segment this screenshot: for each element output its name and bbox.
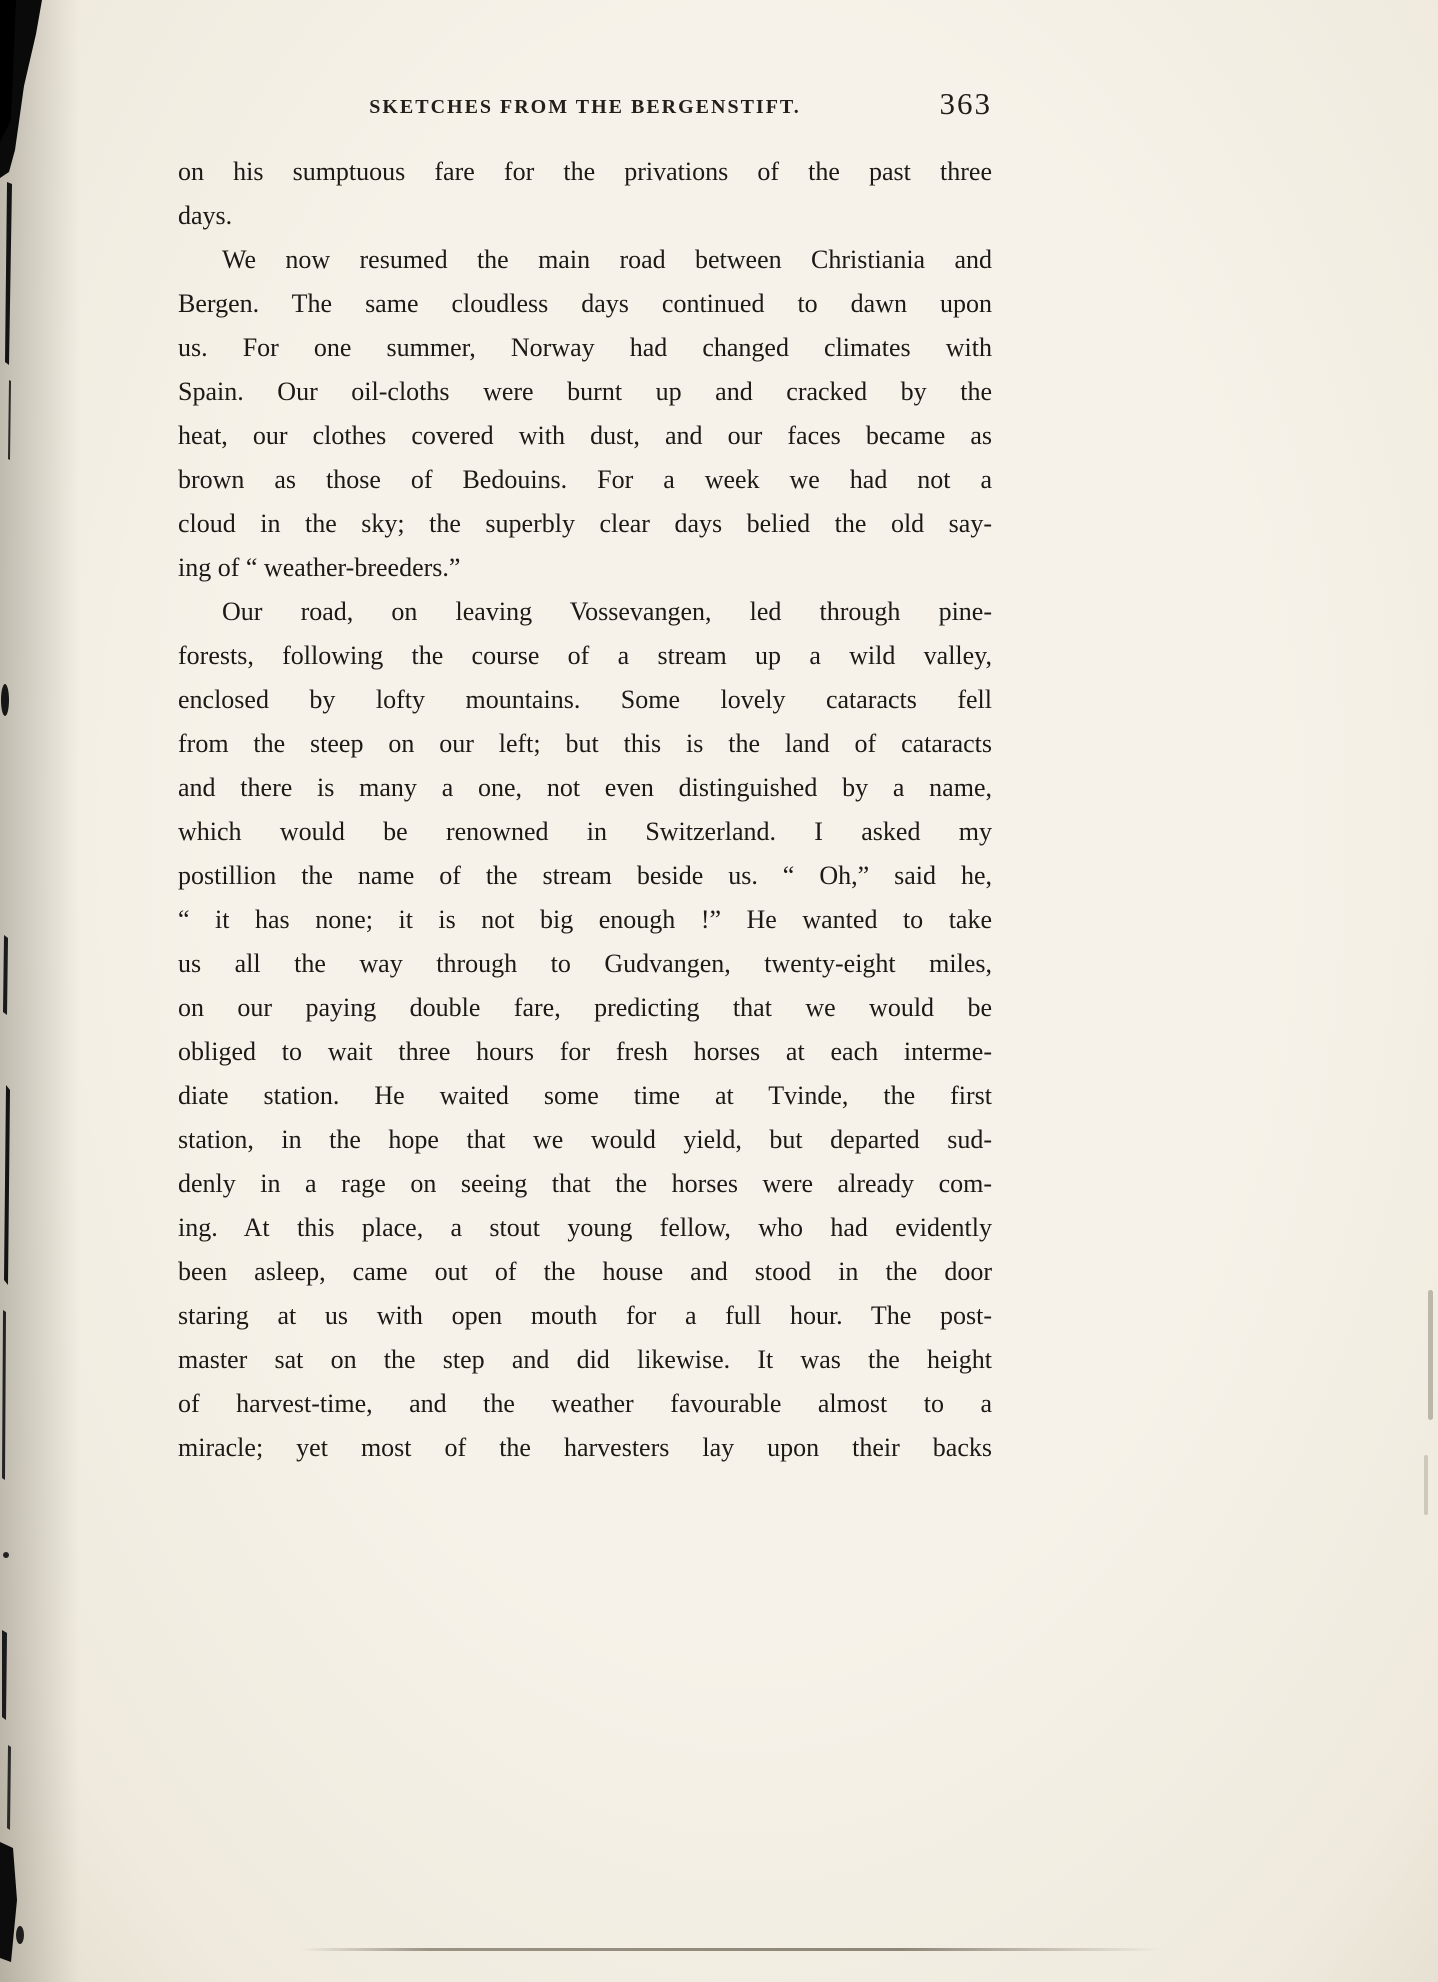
text-line: which would be renowned in Switzerland. I asked my — [178, 817, 992, 846]
text-line: “ it has none; it is not big enough !” He wanted to take — [178, 905, 992, 934]
text-line: from the steep on our left; but this is the land of cataracts — [178, 729, 992, 758]
text-block — [178, 150, 992, 1470]
paragraph — [178, 238, 992, 590]
text-line: forests, following the course of a stream up a wild valley, — [178, 641, 992, 670]
text-line: master sat on the step and did likewise. It was the height — [178, 1345, 992, 1374]
text-line: Spain. Our oil-cloths were burnt up and cracked by the — [178, 377, 992, 406]
text-line: enclosed by lofty mountains. Some lovely cataracts fell — [178, 685, 992, 714]
text-line: on our paying double fare, predicting that we would be — [178, 993, 992, 1022]
page-number: 363 — [939, 86, 992, 121]
text-line: cloud in the sky; the superbly clear days belied the old say- — [178, 509, 992, 538]
running-title: SKETCHES FROM THE BERGENSTIFT. — [369, 96, 801, 118]
text-line: and there is many a one, not even distinguished by a name, — [178, 773, 992, 802]
text-line: been asleep, came out of the house and stood in the door — [178, 1257, 992, 1286]
paragraph — [178, 150, 992, 238]
text-line: Our road, on leaving Vossevangen, led through pine- — [222, 597, 992, 626]
text-line: heat, our clothes covered with dust, and our faces became as — [178, 421, 992, 450]
page-header — [178, 86, 992, 132]
scan-right-smudge — [1428, 1290, 1433, 1420]
text-line: on his sumptuous fare for the privations of the past three — [178, 157, 992, 186]
text-line: of harvest-time, and the weather favourable almost to a — [178, 1389, 992, 1418]
text-line: miracle; yet most of the harvesters lay upon their backs — [178, 1433, 992, 1462]
scan-right-smudge-small — [1424, 1455, 1428, 1515]
text-line: ing of “ weather-breeders.” — [178, 553, 461, 582]
text-line: ing. At this place, a stout young fellow, who had evidently — [178, 1213, 992, 1242]
text-line: denly in a rage on seeing that the horses were already com- — [178, 1169, 992, 1198]
text-line: Bergen. The same cloudless days continued to dawn upon — [178, 289, 992, 318]
text-line: station, in the hope that we would yield, but departed sud- — [178, 1125, 992, 1154]
text-line: us. For one summer, Norway had changed climates with — [178, 333, 992, 362]
text-line: us all the way through to Gudvangen, twenty-eight miles, — [178, 949, 992, 978]
text-line: staring at us with open mouth for a full hour. The post- — [178, 1301, 992, 1330]
scan-bottom-smudge — [300, 1948, 1160, 1951]
paragraph — [178, 590, 992, 1470]
text-line: postillion the name of the stream beside us. “ Oh,” said he, — [178, 861, 992, 890]
scan-binding-artifacts — [0, 0, 80, 1982]
text-line: days. — [178, 201, 233, 230]
text-line: diate station. He waited some time at Tvinde, the first — [178, 1081, 992, 1110]
text-line: brown as those of Bedouins. For a week we had not a — [178, 465, 992, 494]
text-line: We now resumed the main road between Christiania and — [222, 245, 992, 274]
text-line: obliged to wait three hours for fresh horses at each interme- — [178, 1037, 992, 1066]
